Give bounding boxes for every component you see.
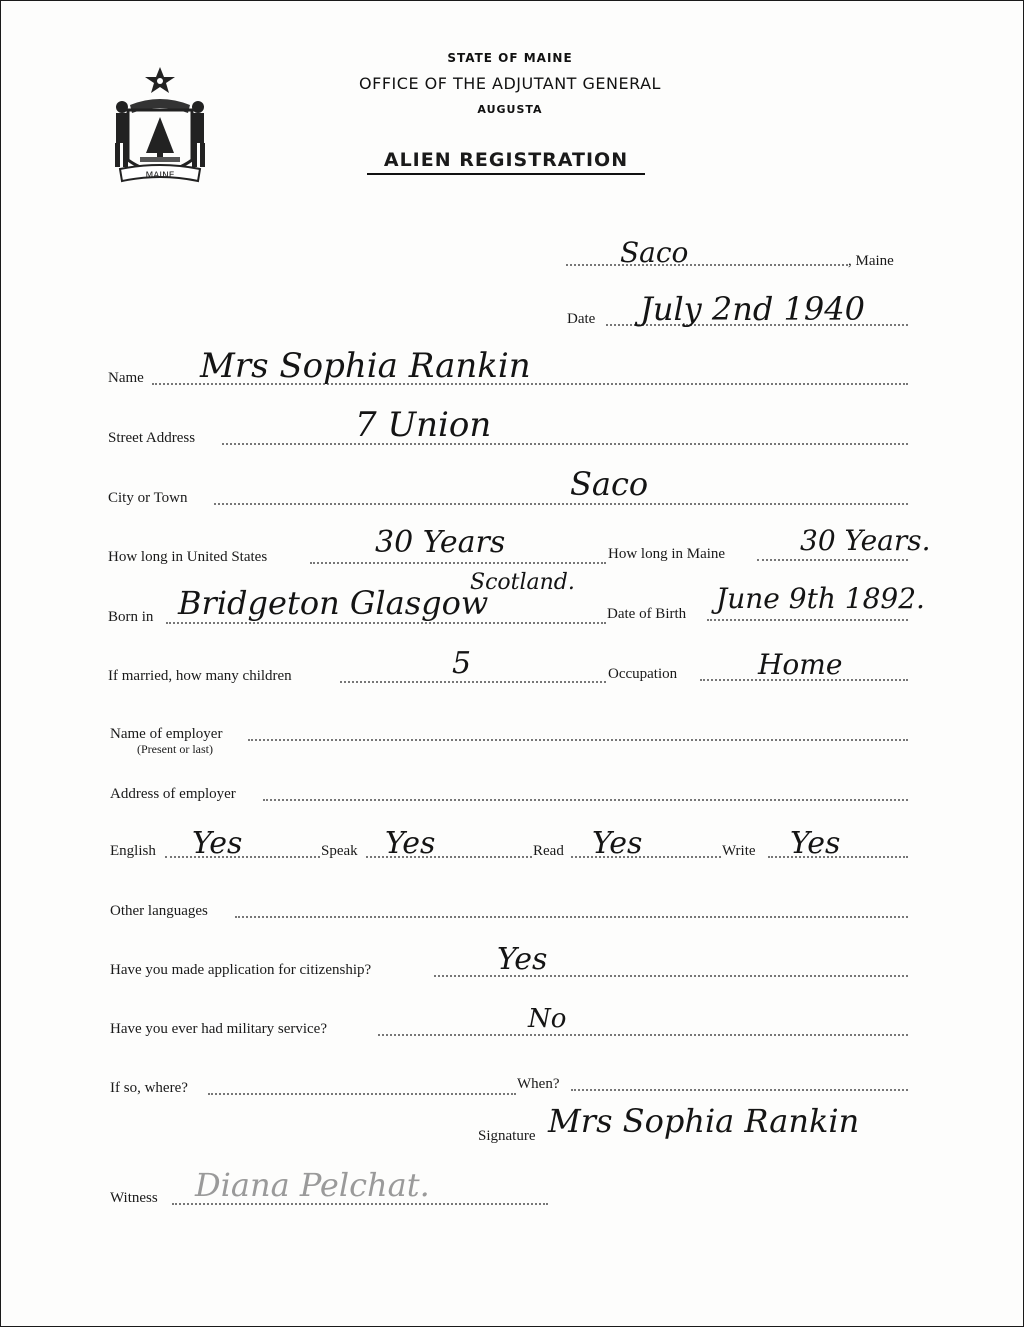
place-dots: [566, 264, 848, 266]
form-title: ALIEN REGISTRATION: [367, 149, 645, 175]
citizenship-value: Yes: [497, 942, 548, 977]
occupation-label: Occupation: [608, 666, 678, 682]
employer-address-dots: [263, 799, 908, 801]
how-long-us-value: 30 Years: [375, 525, 506, 560]
state-seal-icon: [100, 65, 220, 190]
born-in-label: Born in: [108, 609, 154, 625]
signature-label: Signature: [478, 1128, 536, 1144]
city-or-town-value: Saco: [570, 465, 649, 503]
employer-name-label: Name of employer: [110, 726, 223, 742]
speak-label: Speak: [321, 843, 358, 859]
children-dots: [340, 681, 606, 683]
city-heading: AUGUSTA: [477, 103, 543, 116]
write-label: Write: [722, 843, 756, 859]
born-in-country-value: Scotland.: [470, 570, 575, 595]
city-or-town-dots: [214, 503, 908, 505]
street-address-value: 7 Union: [355, 405, 492, 445]
occupation-value: Home: [758, 648, 843, 681]
name-label: Name: [108, 370, 144, 386]
born-in-dots: [166, 622, 606, 624]
date-of-birth-label: Date of Birth: [607, 606, 687, 622]
english-dots: [165, 856, 320, 858]
when-dots: [571, 1089, 908, 1091]
when-label: When?: [517, 1076, 560, 1092]
english-value: Yes: [192, 826, 243, 861]
city-or-town-label: City or Town: [108, 490, 188, 506]
english-label: English: [110, 843, 156, 859]
born-in-value: Bridgeton Glasgow: [178, 584, 489, 622]
date-label: Date: [567, 311, 596, 327]
state-heading: STATE OF MAINE: [447, 51, 573, 65]
seal-banner-text: MAINE: [145, 171, 175, 181]
how-long-maine-dots: [757, 559, 908, 561]
employer-address-label: Address of employer: [110, 786, 236, 802]
how-long-us-dots: [310, 562, 606, 564]
children-label: If married, how many children: [108, 668, 292, 684]
military-label: Have you ever had military service?: [110, 1021, 327, 1037]
military-value: No: [528, 1004, 567, 1034]
maine-suffix-label: , Maine: [848, 253, 894, 269]
read-label: Read: [533, 843, 564, 859]
how-long-us-label: How long in United States: [108, 549, 268, 565]
street-address-label: Street Address: [108, 430, 196, 446]
witness-value: Diana Pelchat.: [195, 1166, 430, 1204]
name-value: Mrs Sophia Rankin: [200, 346, 531, 386]
other-languages-label: Other languages: [110, 903, 208, 919]
read-value: Yes: [592, 826, 643, 861]
if-so-where-dots: [208, 1093, 516, 1095]
office-heading: OFFICE OF THE ADJUTANT GENERAL: [359, 74, 661, 93]
how-long-maine-value: 30 Years.: [800, 524, 931, 557]
speak-value: Yes: [385, 826, 436, 861]
place-value: Saco: [620, 236, 689, 269]
write-value: Yes: [790, 826, 841, 861]
citizenship-label: Have you made application for citizenship?: [110, 962, 372, 978]
if-so-where-label: If so, where?: [110, 1080, 188, 1096]
military-dots: [378, 1034, 908, 1036]
street-address-dots: [222, 443, 908, 445]
signature-value: Mrs Sophia Rankin: [548, 1102, 860, 1140]
employer-name-note: (Present or last): [137, 742, 213, 756]
other-languages-dots: [235, 916, 908, 918]
children-value: 5: [452, 646, 472, 681]
date-of-birth-dots: [707, 619, 908, 621]
how-long-maine-label: How long in Maine: [608, 546, 726, 562]
date-of-birth-value: June 9th 1892.: [716, 582, 925, 615]
employer-name-dots: [248, 739, 908, 741]
witness-label: Witness: [110, 1190, 158, 1206]
date-value: July 2nd 1940: [640, 290, 865, 328]
